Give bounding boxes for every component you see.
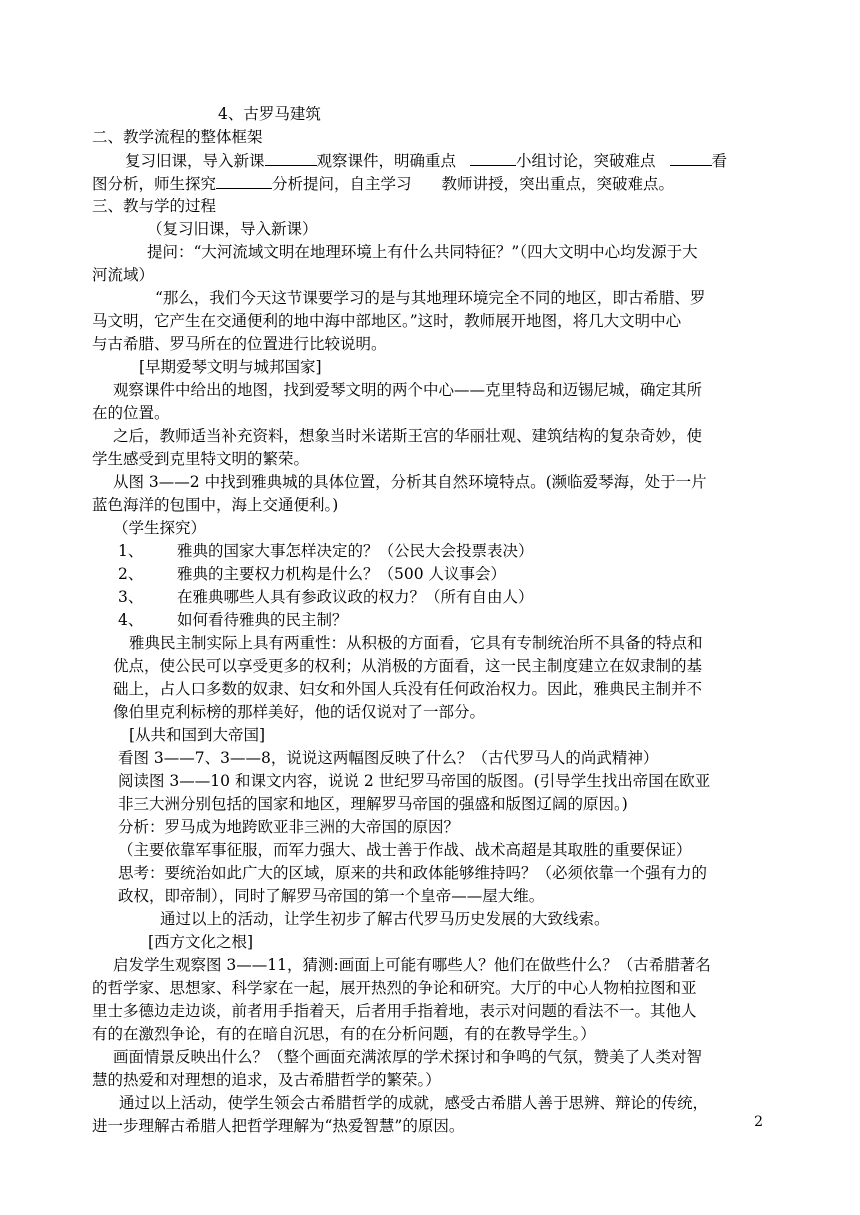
flow-step-analyze: 图分析，师生探究 — [92, 175, 217, 193]
section-label: [从共和国到大帝国] — [129, 726, 266, 744]
flow-line-1 — [125, 149, 727, 173]
flow-step-discuss: 小组讨论，突破难点 — [516, 152, 656, 170]
subheading: （学生探究） — [113, 519, 207, 537]
paragraph-line: 提问：“大河流域文明在地理环境上有什么共同特征？”（四大文明中心均发源于大 — [147, 243, 698, 261]
flow-blank — [265, 149, 317, 166]
paragraph-line: 观察课件中给出的地图，找到爱琴文明的两个中心——克里特岛和迈锡尼城，确定其所 — [113, 381, 703, 399]
flow-blank — [216, 172, 272, 189]
paragraph-line: 进一步理解古希腊人把哲学理解为“热爱智慧”的原因。 — [92, 1117, 465, 1135]
paragraph-line: 在的位置。 — [92, 404, 170, 422]
paragraph-line: 画面情景反映出什么？（整个画面充满浓厚的学术探讨和争鸣的气氛，赞美了人类对智 — [113, 1048, 703, 1066]
flow-step-question: 分析提问，自主学习 — [272, 175, 412, 193]
question-number: 4、 — [118, 611, 144, 629]
section-label: [早期爱琴文明与城邦国家] — [139, 358, 322, 376]
paragraph-line: 思考：要统治如此广大的区域，原来的共和政体能够维持吗？（必须依靠一个强有力的 — [118, 864, 708, 882]
outline-item-4: 4、古罗马建筑 — [218, 105, 321, 123]
question-number: 1、 — [118, 542, 144, 560]
question-text: 如何看待雅典的民主制？ — [177, 611, 348, 629]
paragraph-line: 里士多德边走边谈，前者用手指着天，后者用手指着地，表示对问题的看法不一。其他人 — [92, 1002, 697, 1020]
question-text: 在雅典哪些人具有参政议政的权力？（所有自由人） — [177, 588, 534, 606]
flow-step-teach: 教师讲授，突出重点，突破难点。 — [441, 175, 675, 193]
question-number: 3、 — [118, 588, 144, 606]
paragraph-line: 非三大洲分别包括的国家和地区，理解罗马帝国的强盛和版图辽阔的原因。) — [118, 795, 628, 813]
paragraph-line: 启发学生观察图 3——11，猜测:画面上可能有哪些人？他们在做些什么？（古希腊著名 — [113, 956, 711, 974]
paragraph-line: 分析：罗马成为地跨欧亚非三洲的大帝国的原因？ — [118, 818, 460, 836]
section-heading-3: 三、教与学的过程 — [92, 197, 217, 215]
page-number: 2 — [754, 1114, 763, 1130]
flow-line-2 — [92, 172, 674, 196]
paragraph-line: 之后，教师适当补充资料，想象当时米诺斯王宫的华丽壮观、建筑结构的复杂奇妙，使 — [113, 427, 703, 445]
paragraph-line: 优点，使公民可以享受更多的权利；从消极的方面看，这一民主制度建立在奴隶制的基 — [113, 657, 703, 675]
paragraph-line: （主要依靠军事征服，而军力强大、战士善于作战、战术高超是其取胜的重要保证） — [118, 841, 692, 859]
paragraph-line: 雅典民主制实际上具有两重性：从积极的方面看，它具有专制统治所不具备的特点和 — [129, 634, 703, 652]
paragraph-line: 础上，占人口多数的奴隶、妇女和外国人兵没有任何政治权力。因此，雅典民主制并不 — [113, 680, 703, 698]
flow-step-look: 看 — [711, 152, 728, 170]
paragraph-line: 像伯里克利标榜的那样美好，他的话仅说对了一部分。 — [113, 703, 486, 721]
paragraph-line: “那么，我们今天这节课要学习的是与其地理环境完全不同的地区，即古希腊、罗 — [155, 289, 706, 307]
paragraph-line: 阅读图 3——10 和课文内容，说说 2 世纪罗马帝国的版图。(引导学生找出帝国在欧亚 — [118, 772, 711, 790]
paragraph-line: 政权，即帝制），同时了解罗马帝国的第一个皇帝——屋大维。 — [118, 887, 545, 905]
section-label: [西方文化之根] — [148, 933, 254, 951]
paragraph-line: 马文明，它产生在交通便利的地中海中部地区。”这时，教师展开地图，将几大文明中心 — [92, 312, 682, 330]
paragraph-line: 慧的热爱和对理想的追求，及古希腊哲学的繁荣。） — [92, 1071, 441, 1089]
flow-blank — [670, 149, 712, 166]
question-text: 雅典的主要权力机构是什么？（500 人议事会） — [177, 565, 507, 583]
paragraph-line: 学生感受到克里特文明的繁荣。 — [92, 450, 310, 468]
flow-step-review: 复习旧课，导入新课 — [125, 152, 265, 170]
question-number: 2、 — [118, 565, 144, 583]
paragraph-line: 通过以上活动，使学生领会古希腊哲学的成就，感受古希腊人善于思辨、辩论的传统， — [119, 1094, 709, 1112]
paragraph-line: 与古希腊、罗马所在的位置进行比较说明。 — [92, 335, 387, 353]
paragraph-line: 看图 3——7、3——8，说说这两幅图反映了什么？（古代罗马人的尚武精神） — [118, 749, 659, 767]
flow-blank — [470, 149, 516, 166]
section-heading-2: 二、教学流程的整体框架 — [92, 128, 263, 146]
paragraph-line: 河流域） — [92, 266, 155, 284]
paragraph-line: 通过以上的活动，让学生初步了解古代罗马历史发展的大致线索。 — [160, 910, 610, 928]
subheading: （复习旧课，导入新课） — [147, 220, 318, 238]
paragraph-line: 的哲学家、思想家、科学家在一起，展开热烈的争论和研究。大厅的中心人物柏拉图和亚 — [92, 979, 697, 997]
question-text: 雅典的国家大事怎样决定的？（公民大会投票表决） — [177, 542, 534, 560]
paragraph-line: 蓝色海洋的包围中，海上交通便利。) — [92, 496, 339, 514]
paragraph-line: 有的在激烈争论，有的在暗自沉思，有的在分析问题，有的在教导学生。） — [92, 1025, 596, 1043]
paragraph-line: 从图 3——2 中找到雅典城的具体位置，分析其自然环境特点。(濒临爱琴海，处于一片 — [113, 473, 707, 491]
flow-step-observe: 观察课件，明确重点 — [316, 152, 457, 170]
